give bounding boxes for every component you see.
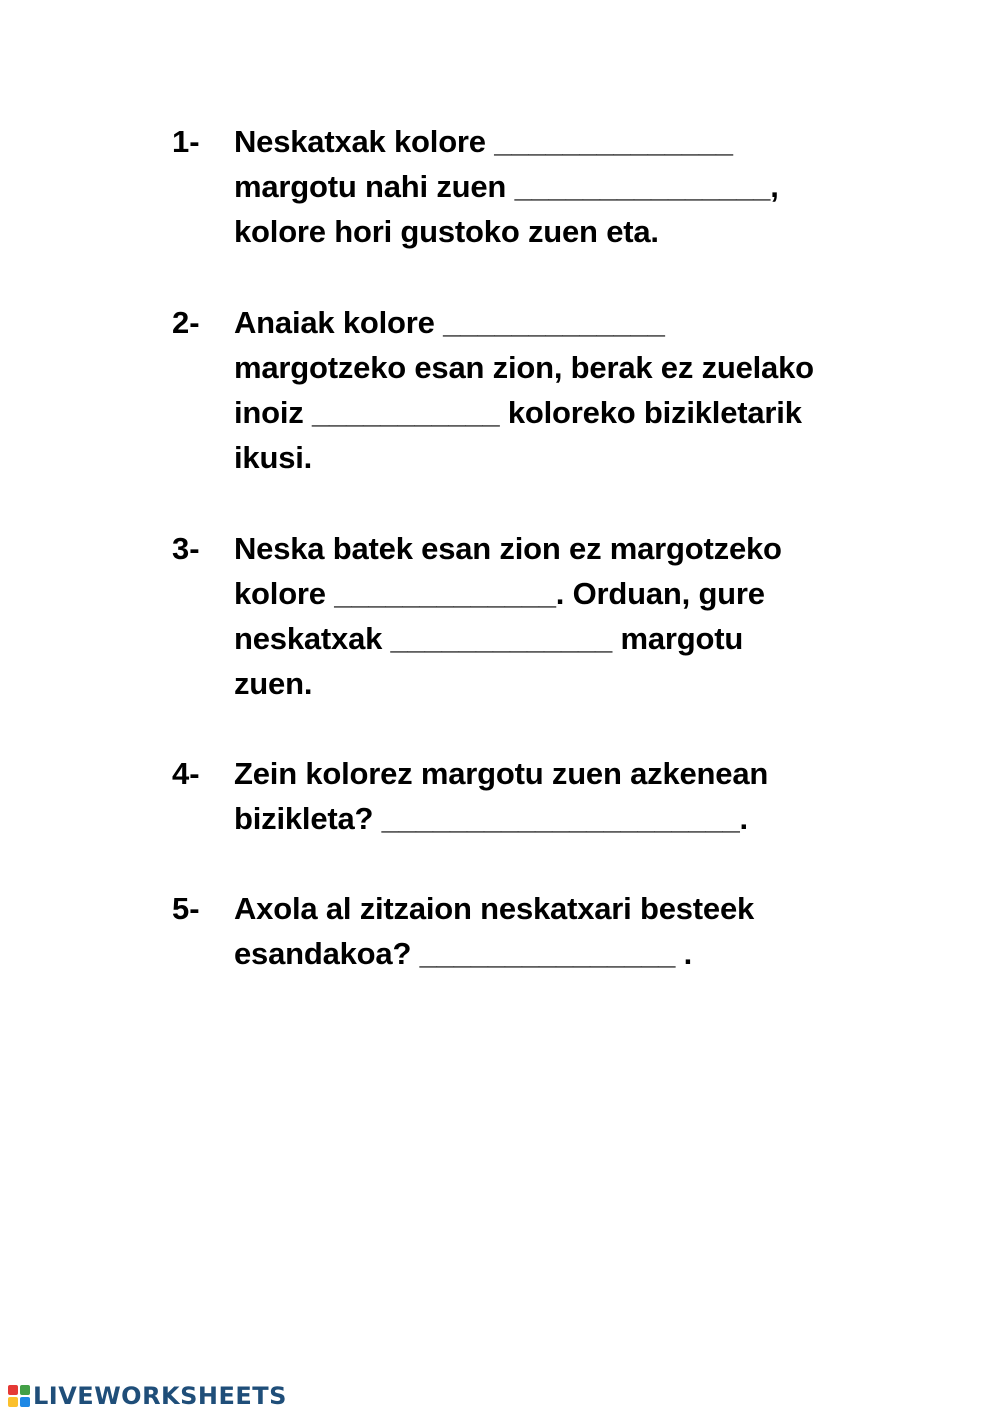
question-number: 3- <box>172 531 200 566</box>
question-line: ikusi. <box>234 440 313 475</box>
question-line: margotzeko esan zion, berak ez zuelako <box>234 350 814 385</box>
question-text <box>234 886 754 976</box>
logo-block <box>8 1397 18 1407</box>
liveworksheets-logo[interactable] <box>8 1381 287 1411</box>
logo-block <box>20 1385 30 1395</box>
question-line: esandakoa? _______________ . <box>234 936 693 971</box>
logo-block <box>20 1397 30 1407</box>
question-line: Neska batek esan zion ez margotzeko <box>234 531 782 566</box>
question-line: Neskatxak kolore ______________ <box>234 124 733 159</box>
question-line: zuen. <box>234 666 313 701</box>
question-line: inoiz ___________ koloreko bizikletarik <box>234 395 802 430</box>
question-number: 5- <box>172 891 200 926</box>
logo-blocks-icon <box>8 1385 30 1407</box>
question-line: bizikleta? _____________________. <box>234 801 748 836</box>
question-number: 2- <box>172 305 200 340</box>
question-line: Anaiak kolore _____________ <box>234 305 665 340</box>
logo-text: LIVEWORKSHEETS <box>33 1382 287 1410</box>
question-text <box>234 119 779 254</box>
question-line: Axola al zitzaion neskatxari besteek <box>234 891 755 926</box>
question-text <box>234 526 782 706</box>
question-number: 4- <box>172 756 200 791</box>
question-number: 1- <box>172 124 200 159</box>
question-line: Zein kolorez margotu zuen azkenean <box>234 756 769 791</box>
logo-block <box>8 1385 18 1395</box>
question-line: neskatxak _____________ margotu <box>234 621 744 656</box>
question-line: margotu nahi zuen _______________, <box>234 169 779 204</box>
question-line: kolore hori gustoko zuen eta. <box>234 214 659 249</box>
question-line: kolore _____________. Orduan, gure <box>234 576 765 611</box>
question-text <box>234 751 768 841</box>
question-text <box>234 300 814 480</box>
